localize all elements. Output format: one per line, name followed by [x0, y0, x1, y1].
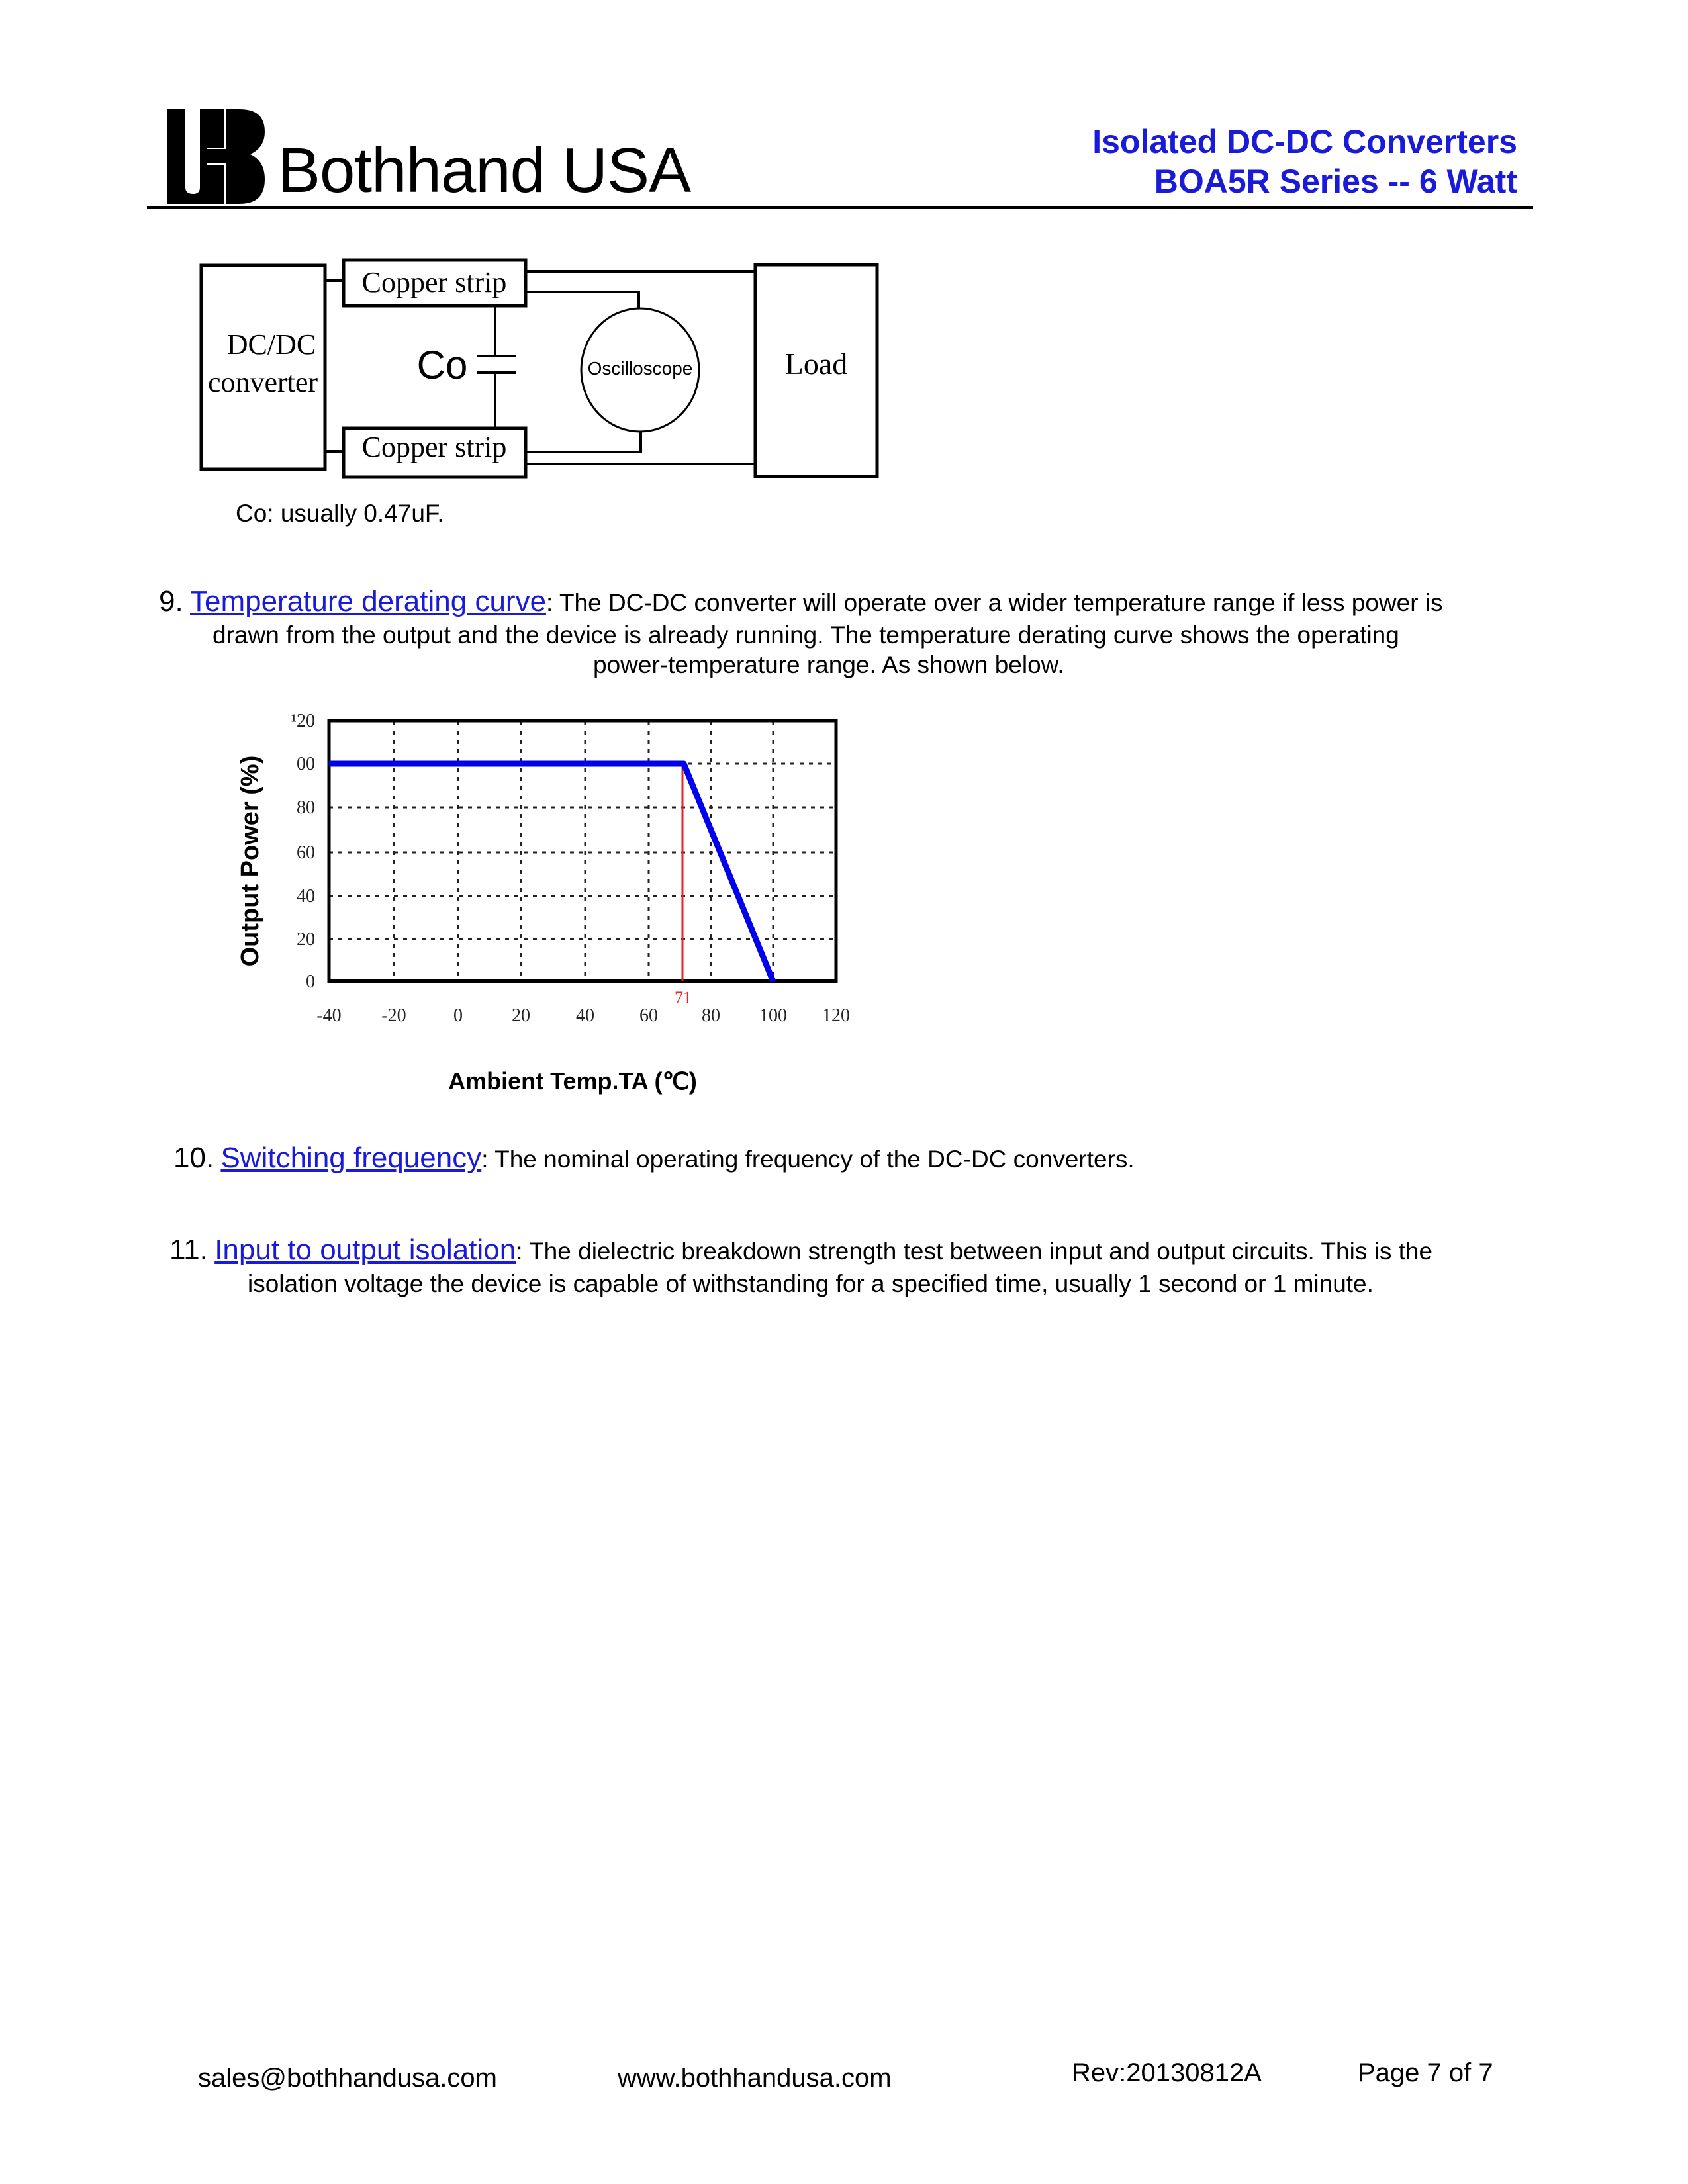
section-11-number: 11. — [169, 1234, 208, 1266]
footer-page-number: Page 7 of 7 — [1358, 2058, 1493, 2087]
section-11-text: : The dielectric breakdown strength test between input and output circuits. This is the — [516, 1238, 1433, 1265]
svg-text:60: 60 — [297, 842, 315, 863]
section-9-text: : The DC-DC converter will operate over a wider temperature range if less power is — [546, 589, 1443, 616]
copper-strip-bottom-label: Copper strip — [361, 431, 507, 463]
svg-text:00: 00 — [297, 754, 315, 774]
converter-label-line2: converter — [207, 366, 318, 398]
section-9-term-link[interactable]: Temperature derating curve — [189, 585, 547, 617]
document-title: Isolated DC-DC Converters — [1092, 123, 1517, 160]
derating-marker-label: 71 — [675, 988, 692, 1007]
derating-curve — [329, 764, 773, 981]
svg-text:-40: -40 — [316, 1005, 342, 1026]
section-11-line1 — [169, 1235, 1432, 1267]
section-9-line3: power-temperature range. As shown below. — [593, 651, 1064, 678]
x-axis-title: Ambient Temp.TA (℃) — [448, 1068, 697, 1095]
oscilloscope-label: Oscilloscope — [587, 358, 693, 379]
section-10-line1 — [173, 1143, 1135, 1175]
section-10-text: : The nominal operating frequency of the DC-DC converters. — [481, 1146, 1135, 1173]
load-label: Load — [784, 347, 848, 381]
capacitor-note: Co: usually 0.47uF. — [236, 500, 444, 527]
section-10-number: 10. — [173, 1142, 214, 1174]
svg-text:80: 80 — [702, 1005, 720, 1026]
svg-text:60: 60 — [639, 1005, 658, 1026]
svg-text:0: 0 — [306, 972, 315, 992]
section-11-line2: isolation voltage the device is capable of withstanding for a specified time, usually 1 second or 1 minute. — [248, 1270, 1374, 1297]
svg-text:40: 40 — [297, 886, 315, 907]
svg-text:120: 120 — [822, 1005, 850, 1026]
footer-website[interactable]: www.bothhandusa.com — [618, 2064, 892, 2093]
svg-text:0: 0 — [453, 1005, 463, 1026]
section-10-term-link[interactable]: Switching frequency — [220, 1142, 482, 1174]
footer-email[interactable]: sales@bothhandusa.com — [198, 2064, 497, 2093]
section-11-term-link[interactable]: Input to output isolation — [214, 1234, 516, 1266]
document-subtitle: BOA5R Series -- 6 Watt — [1154, 163, 1517, 200]
y-axis-title: Output Power (%) — [236, 755, 264, 967]
section-9-number: 9. — [159, 585, 183, 617]
footer-revision: Rev:20130812A — [1072, 2058, 1262, 2087]
copper-strip-top-label: Copper strip — [361, 266, 507, 298]
capacitor-label: Co — [416, 343, 468, 387]
svg-text:20: 20 — [512, 1005, 530, 1026]
svg-text:-20: -20 — [381, 1005, 406, 1026]
brand-name: Bothhand USA — [278, 135, 691, 206]
svg-text:100: 100 — [759, 1005, 787, 1026]
svg-text:80: 80 — [297, 797, 315, 818]
svg-text:20: 20 — [297, 929, 315, 950]
svg-text:40: 40 — [576, 1005, 594, 1026]
section-9-line2: drawn from the output and the device is already running. The temperature derating curve shows the operating — [212, 621, 1399, 649]
svg-text:¹20: ¹20 — [291, 711, 315, 731]
converter-label-line1: DC/DC — [226, 328, 316, 361]
